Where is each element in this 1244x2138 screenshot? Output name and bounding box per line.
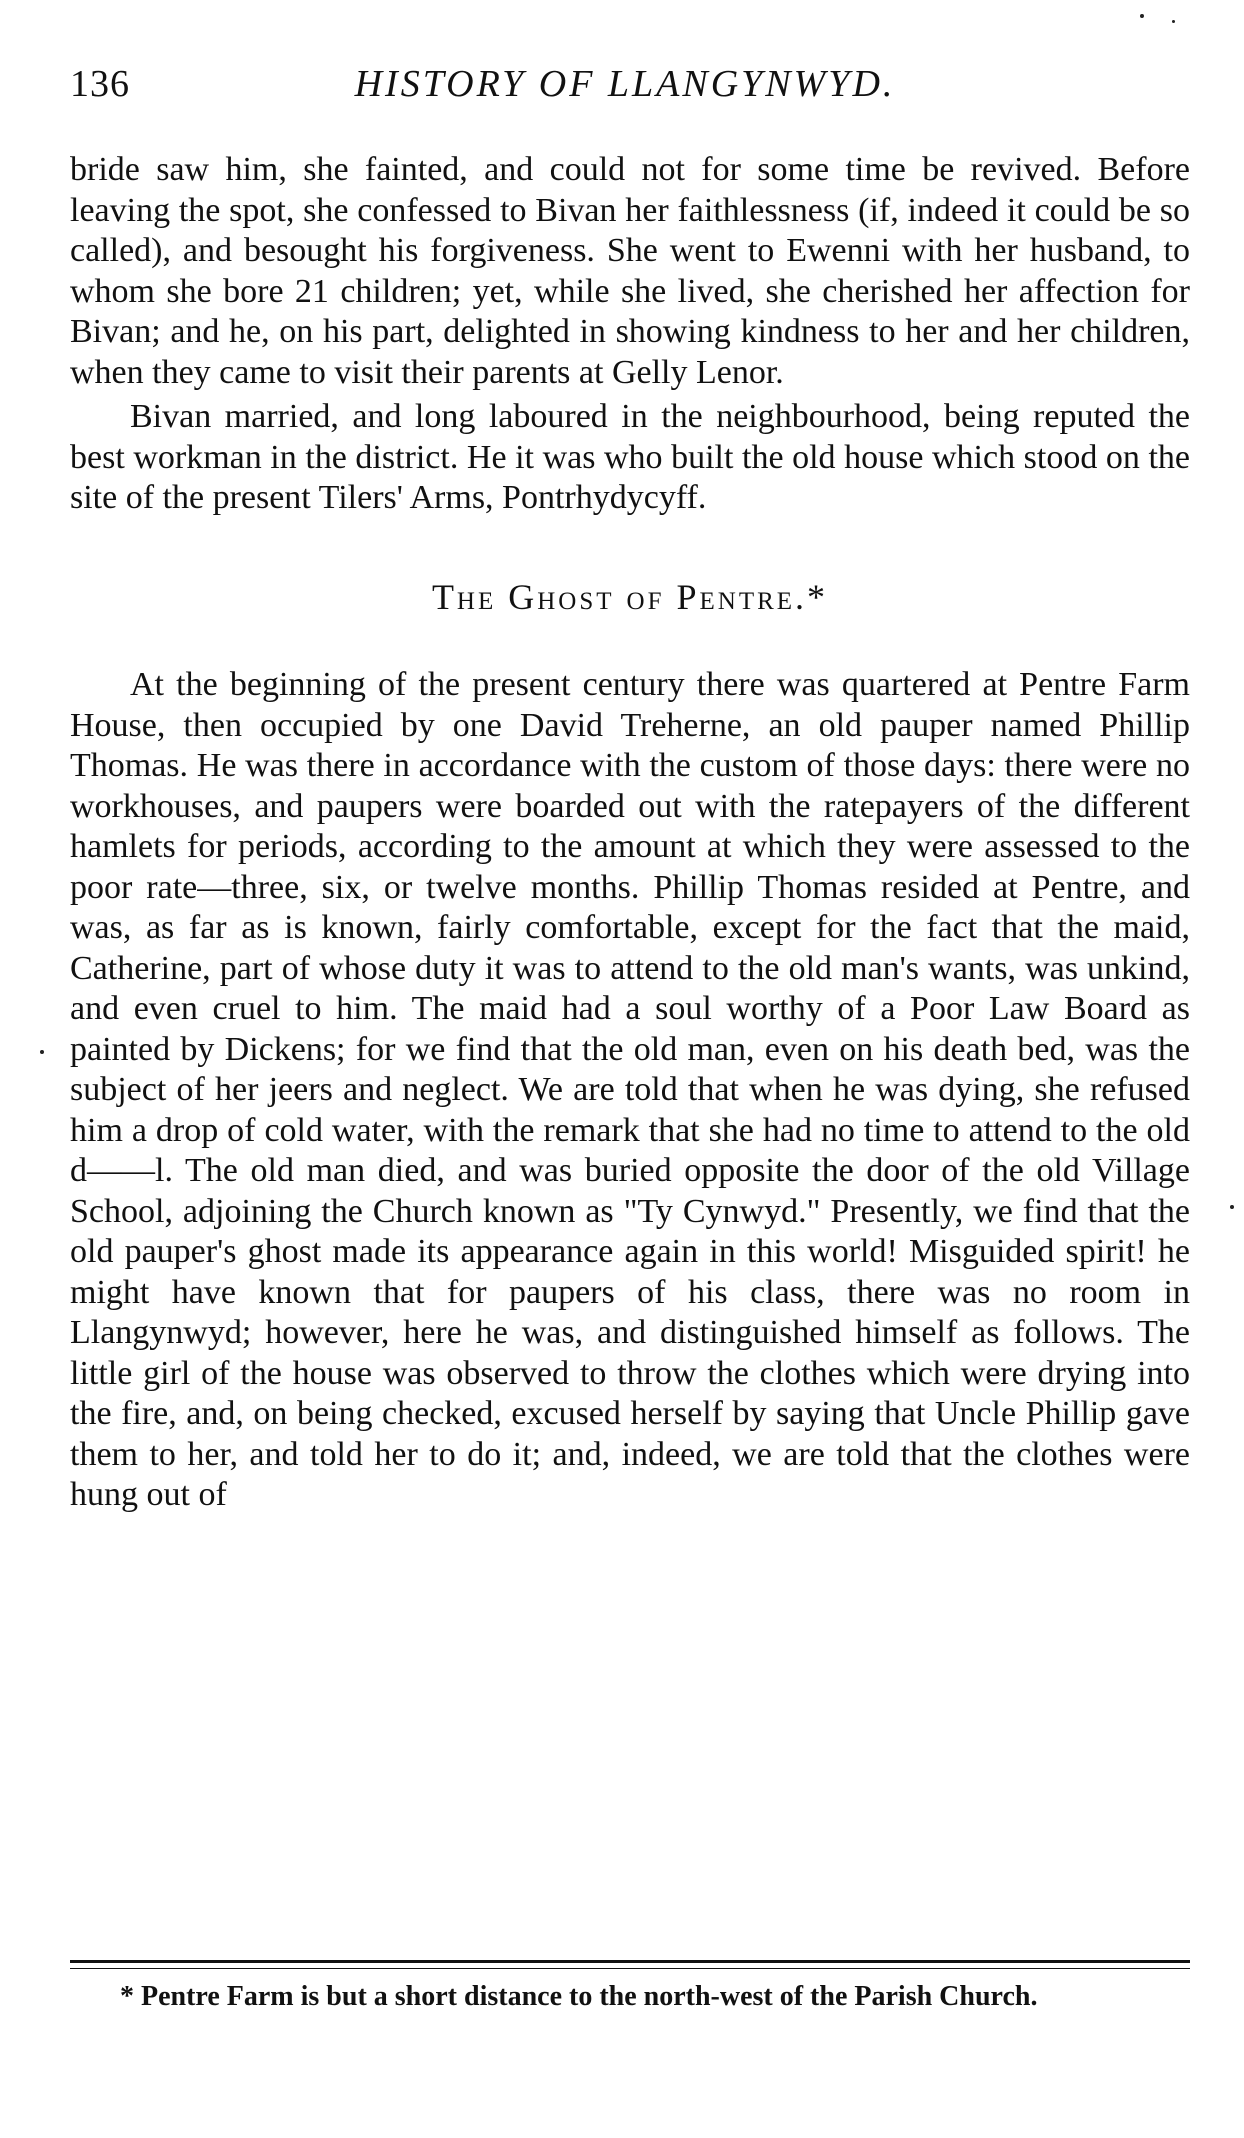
paragraph-bivan: Bivan married, and long laboured in the neighbourhood, being reputed the best workman in the district. He it was who built the old house which stood on the site of the present Tilers' Arms, Pontrhydycyff. bbox=[70, 398, 1190, 516]
page-number: 136 bbox=[70, 63, 130, 105]
scan-speck bbox=[40, 1050, 44, 1054]
paragraph-continued: bride saw him, she fainted, and could not for some time be revived. Before leaving the spot, she confessed to Bivan her faithlessness (if, indeed it could be so called), and besought his forgiveness. She went to Ewenni with her husband, to whom she bore 21 children; yet, while she lived, she cherished her affection for Bivan; and he, on his part, delighted in showing kindness to her and her children, when they came to visit their parents at Gelly Lenor. bbox=[70, 151, 1190, 391]
footnote-text: * Pentre Farm is but a short distance to the north-west of the Parish Church. bbox=[120, 1981, 1038, 2012]
footnote-rule bbox=[70, 1960, 1190, 1963]
scan-speck bbox=[1140, 14, 1144, 18]
paragraph-ghost-story: At the beginning of the present century there was quartered at Pentre Farm House, then occupied by one David Treherne, an old pauper named Phillip Thomas. He was there in accordance with the custom of those days: there were no workhouses, and paupers were boarded out with the ratepayers of the different hamlets for periods, according to the amount at which they were assessed to the poor rate—three, six, or twelve months. Phillip Thomas resided at Pentre, and was, as far as is known, fairly comfortable, except for the fact that the maid, Catherine, part of whose duty it was to attend to the old man's wants, was unkind, and even cruel to him. The maid had a soul worthy of a Poor Law Board as painted by Dickens; for we find that the old man, even on his death bed, was the subject of her jeers and neglect. We are told that when he was dying, she refused him a drop of cold water, with the remark that she had no time to attend to the old d——l. The old man died, and was buried opposite the door of the old Village School, adjoining the Church known as "Ty Cynwyd." Presently, we find that the old pauper's ghost made its appearance again in this world! Misguided spirit! he might have known that for paupers of his class, there was no room in Llangynwyd; however, here he was, and distinguished himself as follows. The little girl of the house was observed to throw the clothes which were drying into the fire, and, on being checked, excused herself by saying that Uncle Phillip gave them to her, and told her to do it; and, indeed, we are told that the clothes were hung out of bbox=[70, 666, 1190, 1513]
scan-speck bbox=[1230, 1205, 1234, 1209]
scan-speck bbox=[1172, 20, 1175, 23]
page-header bbox=[70, 62, 1180, 122]
footnote bbox=[70, 1978, 1190, 2016]
body-text bbox=[70, 150, 1190, 1516]
footnote-rule-thin bbox=[70, 1968, 1190, 1969]
running-title: HISTORY OF LLANGYNWYD. bbox=[354, 63, 896, 105]
section-title: The Ghost of Pentre.* bbox=[431, 576, 829, 617]
